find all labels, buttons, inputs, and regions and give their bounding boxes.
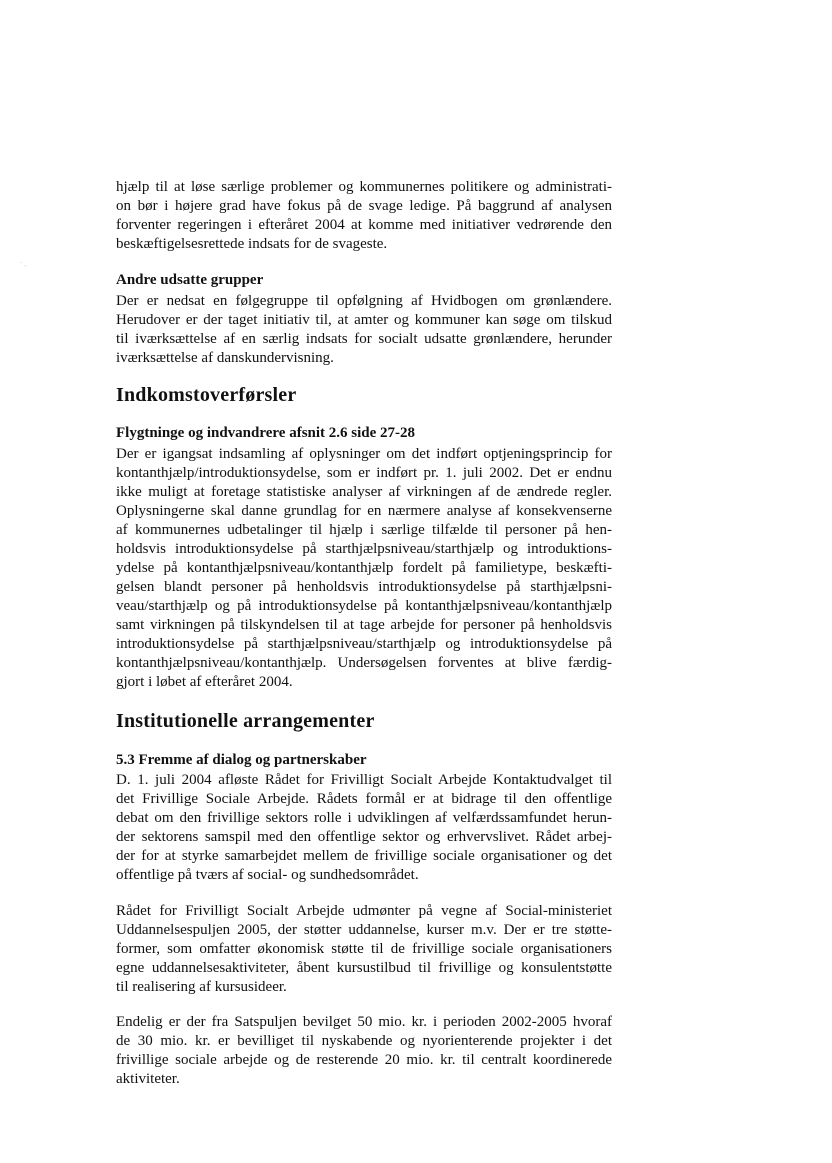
indkomst-line: veau/starthjælp og på introduktionsydelse på kontanthjælpsniveau/kontanthjælp	[116, 598, 612, 614]
institution-p3-line: frivillige sociale arbejde og de resterende 20 mio. kr. til centralt koordinerede	[116, 1052, 612, 1068]
intro-line: hjælp til at løse særlige problemer og kommunernes politikere og administrati-	[116, 179, 612, 195]
indkomst-line: samt virkningen på tilskyndelsen til at tage arbejde for personer på henholdsvis	[116, 617, 612, 633]
section-subheading-flygtninge: Flygtninge og indvandrere afsnit 2.6 side 27-28	[116, 425, 416, 441]
institution-p3-line: aktiviteter.	[116, 1071, 180, 1087]
institution-p2-line: til realisering af kursusideer.	[116, 979, 287, 995]
institution-p2-line: former, som omfatter økonomisk støtte til de frivillige sociale organisationers	[116, 941, 612, 957]
institution-p2-line: Rådet for Frivilligt Socialt Arbejde udmønter på vegne af Social-ministeriet	[116, 903, 612, 919]
intro-line: forventer regeringen i efteråret 2004 at komme med initiativer vedrørende den	[116, 217, 612, 233]
section-subheading-dialog: 5.3 Fremme af dialog og partnerskaber	[116, 752, 367, 768]
indkomst-line: af kommunernes udbetalinger til hjælp i særlige tilfælde til personer på hen-	[116, 522, 612, 538]
indkomst-line: ikke muligt at foretage statistiske analyser af virkningen af de ændrede regler.	[116, 484, 612, 500]
scan-speck: ˙ ˴	[20, 261, 27, 269]
section-subheading-andre: Andre udsatte grupper	[116, 272, 264, 288]
indkomst-line: ydelse på kontanthjælpsniveau/kontanthjælp fordelt på familietype, beskæfti-	[116, 560, 612, 576]
institution-p1-line: debat om den frivillige sektors rolle i udviklingen af velfærdssamfundet herun-	[116, 810, 612, 826]
institution-p3-line: de 30 mio. kr. er bevilliget til nyskabende og nyorienterende projekter i det	[116, 1033, 612, 1049]
indkomst-line: kontanthjælpsniveau/kontanthjælp. Undersøgelsen forventes at blive færdig-	[116, 655, 612, 671]
section-heading-indkomst: Indkomstoverførsler	[116, 384, 297, 406]
institution-p1-line: der sektorens samspil med den offentlige sektor og erhvervslivet. Rådet arbej-	[116, 829, 612, 845]
indkomst-line: gelsen blandt personer på henholdsvis introduktionsydelse på starthjælpsni-	[116, 579, 612, 595]
institution-p1-line: D. 1. juli 2004 afløste Rådet for Frivilligt Socialt Arbejde Kontaktudvalget til	[116, 772, 612, 788]
institution-p2-line: Uddannelsespuljen 2005, der støtter uddannelse, kurser m.v. Der er tre støtte-	[116, 922, 612, 938]
indkomst-line: Der er igangsat indsamling af oplysninger om det indført optjeningsprincip for	[116, 446, 612, 462]
intro-line: on bør i højere grad have fokus på de svage ledige. På baggrund af analysen	[116, 198, 612, 214]
institution-p1-line: der for at styrke samarbejdet mellem de frivillige sociale organisationer og det	[116, 848, 612, 864]
institution-p1-line: det Frivillige Sociale Arbejde. Rådets formål er at bidrage til den offentlige	[116, 791, 612, 807]
indkomst-line: kontanthjælp/introduktionsydelse, som er indført pr. 1. juli 2002. Det er endnu	[116, 465, 612, 481]
andre-line: Herudover er der taget initiativ til, at amter og kommuner kan søge om tilskud	[116, 312, 612, 328]
andre-line: til iværksættelse af en særlig indsats for socialt udsatte grønlændere, herunder	[116, 331, 612, 347]
institution-p1-line: offentlige på tværs af social- og sundhedsområdet.	[116, 867, 419, 883]
intro-line: beskæftigelsesrettede indsats for de svageste.	[116, 236, 388, 252]
institution-p2-line: egne uddannelsesaktiviteter, åbent kursustilbud til frivillige og konsulentstøtte	[116, 960, 612, 976]
andre-line: iværksættelse af danskundervisning.	[116, 350, 334, 366]
section-heading-institution: Institutionelle arrangementer	[116, 710, 375, 732]
indkomst-line: introduktionsydelse på starthjælpsniveau/starthjælp og introduktionsydelse på	[116, 636, 612, 652]
institution-p3-line: Endelig er der fra Satspuljen bevilget 50 mio. kr. i perioden 2002-2005 hvoraf	[116, 1014, 612, 1030]
indkomst-line: holdsvis introduktionsydelse på starthjælpsniveau/starthjælp og introduktions-	[116, 541, 612, 557]
indkomst-line: Oplysningerne skal danne grundlag for en nærmere analyse af konsekvenserne	[116, 503, 612, 519]
andre-line: Der er nedsat en følgegruppe til opfølgning af Hvidbogen om grønlændere.	[116, 293, 612, 309]
indkomst-line: gjort i løbet af efteråret 2004.	[116, 674, 293, 690]
